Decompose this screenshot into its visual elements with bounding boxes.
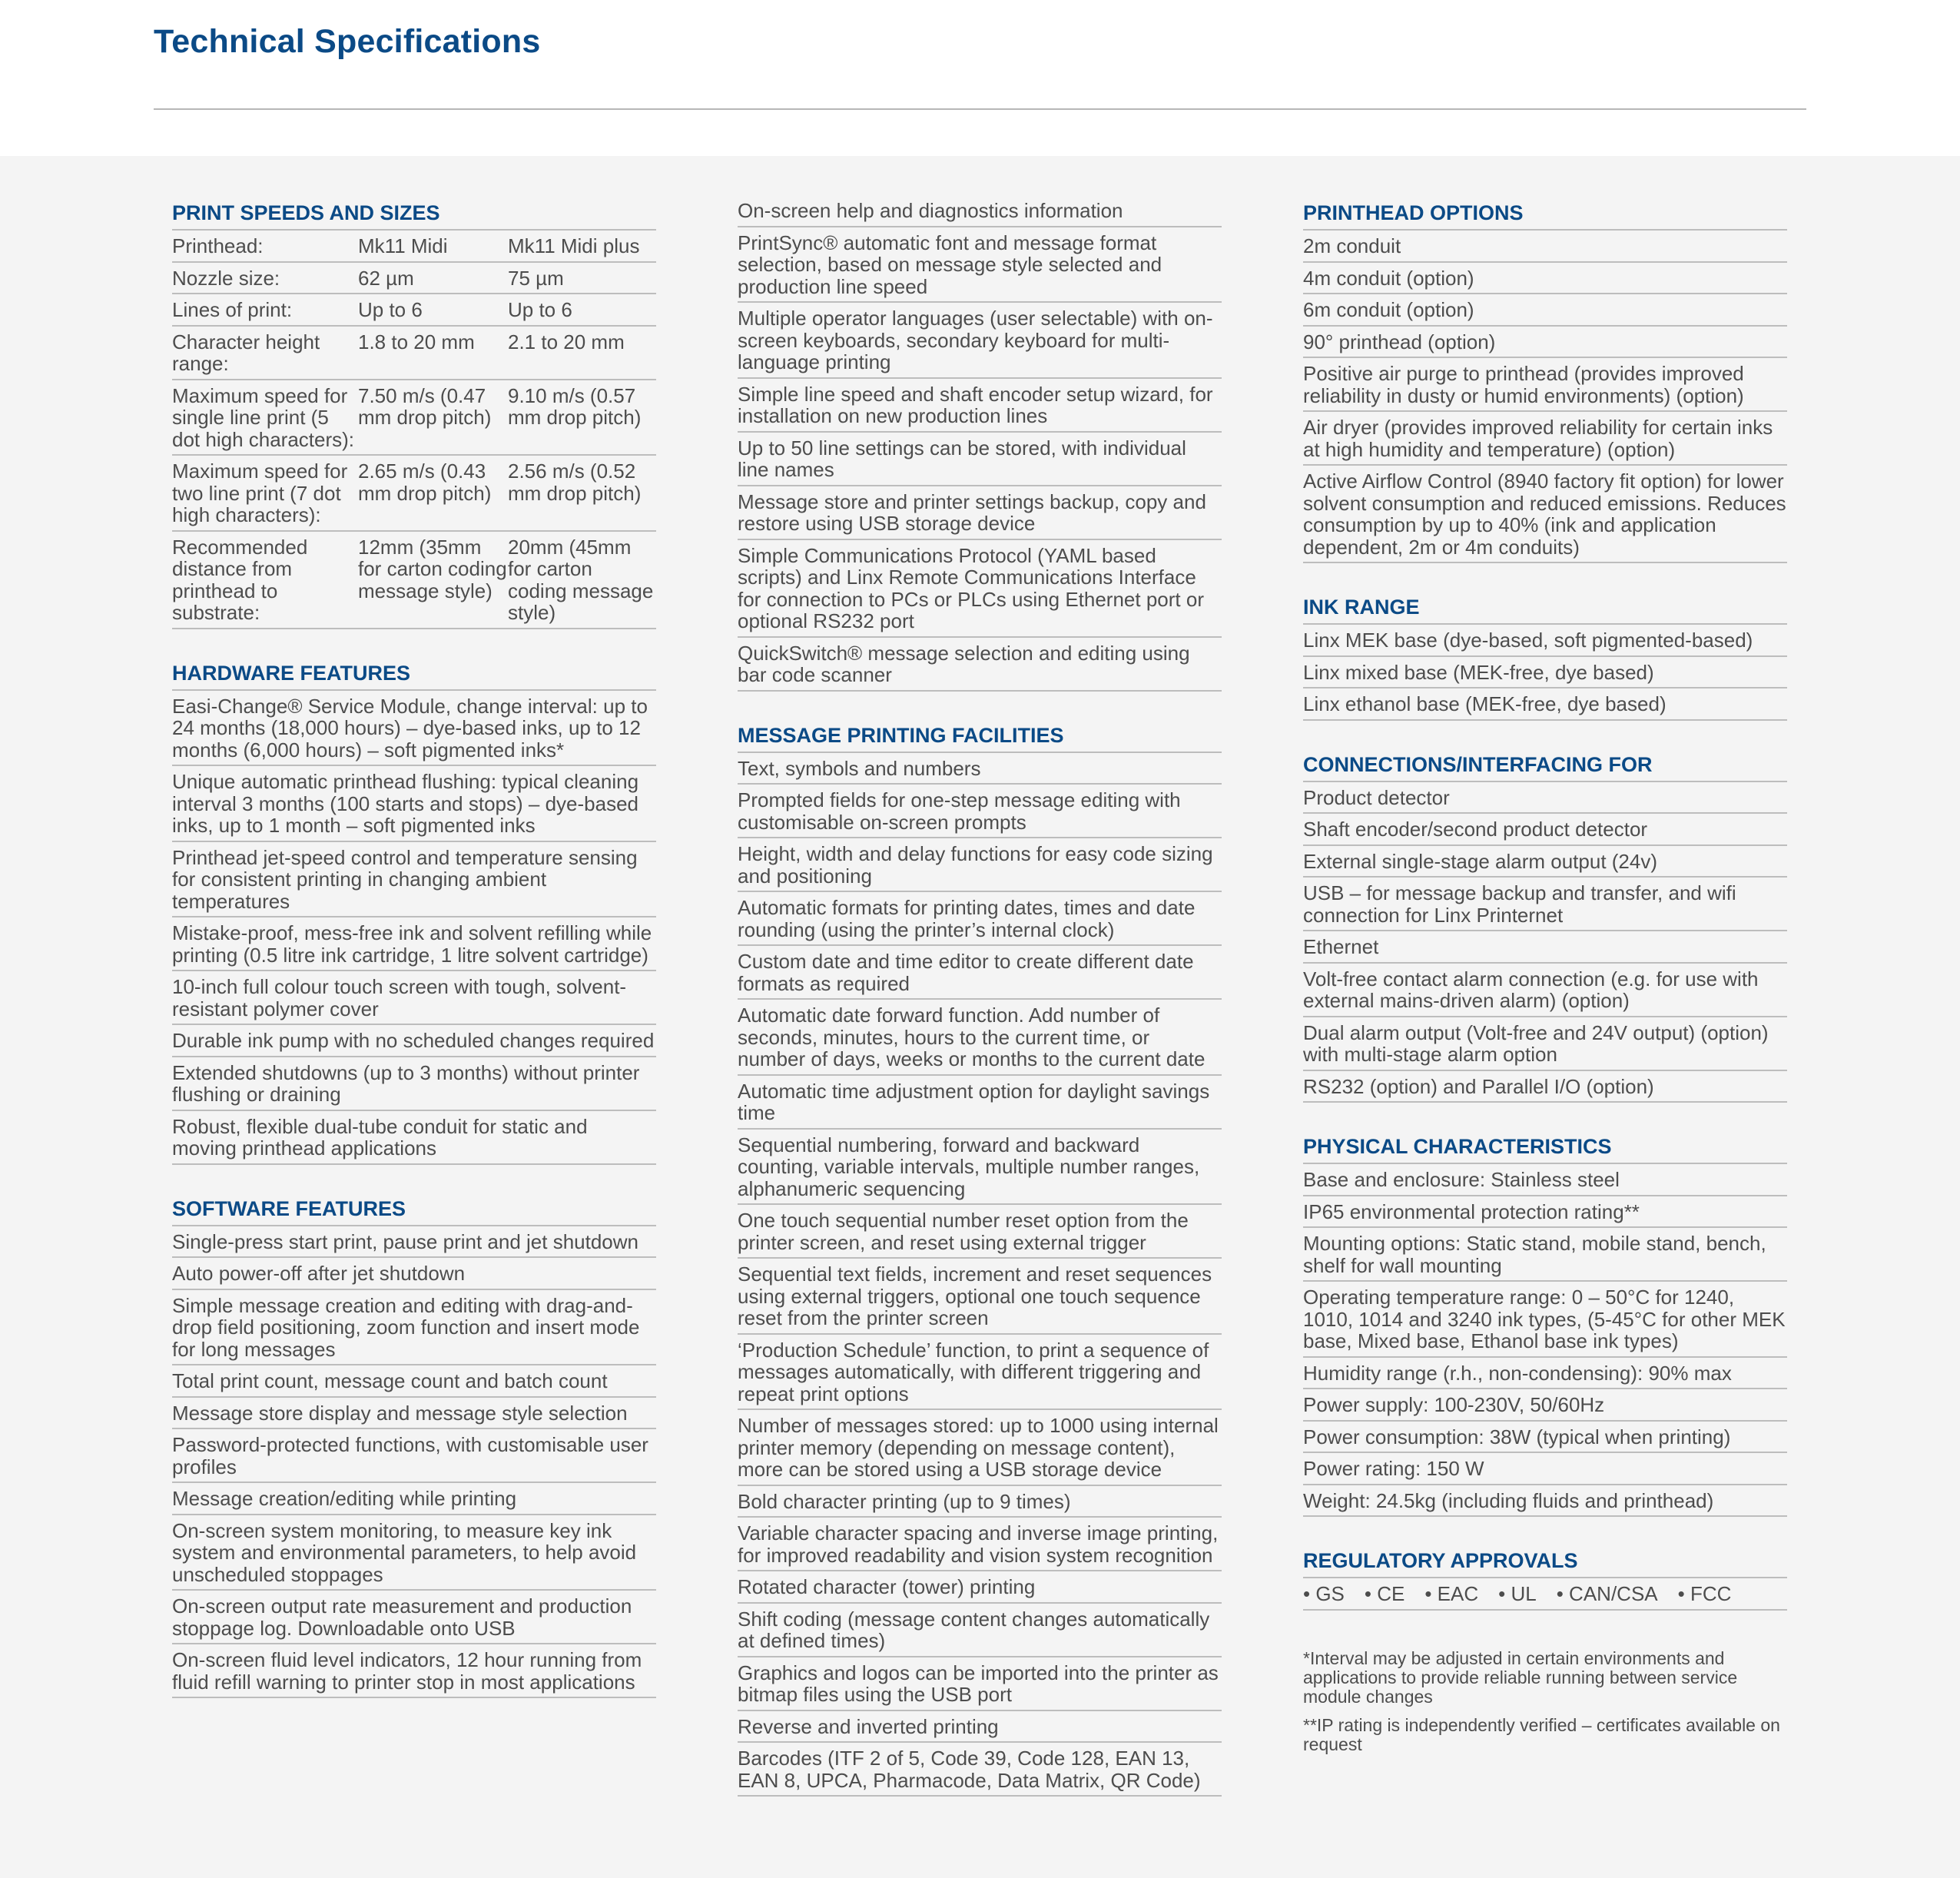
spec-value-mk11-midi: Up to 6 [358,294,508,326]
software-feature-item: Message store display and message style selection [172,1398,656,1430]
approval-badge: • EAC [1424,1582,1479,1605]
spec-table-row [172,294,656,326]
approval-badge: • GS [1303,1582,1345,1605]
print-speeds-table [172,231,656,629]
spec-table-row [172,231,656,262]
message-printing-section [738,718,1222,1797]
printhead-option-item: 90° printhead (option) [1303,327,1787,359]
printhead-options-list [1303,231,1787,563]
message-printing-item: Automatic formats for printing dates, times and date rounding (using the printer’s internal clock) [738,892,1222,946]
spec-value-mk11-midi-plus: 20mm (45mm for carton coding message style) [508,531,656,629]
section-title-ink-range: INK RANGE [1303,589,1787,625]
message-printing-item: Bold character printing (up to 9 times) [738,1486,1222,1518]
connections-list [1303,782,1787,1103]
message-printing-item: Barcodes (ITF 2 of 5, Code 39, Code 128, EAN 13, EAN 8, UPCA, Pharmacode, Data Matrix, QR Code) [738,1743,1222,1797]
hardware-feature-item: 10-inch full colour touch screen with tough, solvent-resistant polymer cover [172,971,656,1025]
section-title-print-speeds: PRINT SPEEDS AND SIZES [172,195,656,231]
regulatory-section [1303,1543,1787,1611]
software-feature-item: On-screen output rate measurement and production stoppage log. Downloadable onto USB [172,1591,656,1644]
spec-value-mk11-midi: 12mm (35mm for carton coding message style) [358,531,508,629]
software-feature-item: Total print count, message count and batch count [172,1365,656,1398]
printhead-option-item: Active Airflow Control (8940 factory fit option) for lower solvent consumption and reduced emissions. Reduces consumption by up to 40% (ink and application dependent, 2m or 4m conduits) [1303,466,1787,563]
connection-item: USB – for message backup and transfer, and wifi connection for Linx Printernet [1303,878,1787,931]
ink-range-item: Linx ethanol base (MEK-free, dye based) [1303,688,1787,721]
software-feature-item: Simple Communications Protocol (YAML based scripts) and Linx Remote Communications Interface for connection to PCs or PLCs using Ethernet port or optional RS232 port [738,540,1222,638]
printhead-option-item: Positive air purge to printhead (provides improved reliability in dusty or humid environments) (option) [1303,358,1787,412]
message-printing-item: Number of messages stored: up to 1000 using internal printer memory (depending on message content), more can be stored using a USB storage device [738,1410,1222,1486]
connection-item: RS232 (option) and Parallel I/O (option) [1303,1071,1787,1103]
hardware-feature-item: Printhead jet-speed control and temperature sensing for consistent printing in changing ambient temperatures [172,842,656,918]
spec-table-row [172,380,656,456]
spec-table-row [172,262,656,294]
message-printing-list [738,753,1222,1797]
spec-value-mk11-midi: 1.8 to 20 mm [358,326,508,380]
physical-characteristic-item: Power supply: 100-230V, 50/60Hz [1303,1389,1787,1422]
message-printing-item: Custom date and time editor to create different date formats as required [738,946,1222,1000]
hardware-feature-item: Extended shutdowns (up to 3 months) without printer flushing or draining [172,1057,656,1111]
spec-table-row [172,455,656,531]
software-feature-item: Multiple operator languages (user selectable) with on-screen keyboards, secondary keyboard for multi-language printing [738,303,1222,379]
hardware-feature-item: Robust, flexible dual-tube conduit for static and moving printhead applications [172,1111,656,1165]
message-printing-item: ‘Production Schedule’ function, to print a sequence of messages automatically, with different triggering and repeat print options [738,1335,1222,1411]
physical-characteristic-item: Power consumption: 38W (typical when printing) [1303,1422,1787,1454]
spec-value-mk11-midi-plus: 9.10 m/s (0.57 mm drop pitch) [508,380,656,456]
physical-characteristic-item: Base and enclosure: Stainless steel [1303,1164,1787,1196]
printhead-options-section [1303,195,1787,563]
approval-badge: • CE [1364,1582,1405,1605]
hardware-feature-item: Mistake-proof, mess-free ink and solvent refilling while printing (0.5 litre ink cartridge, 1 litre solvent cartridge) [172,917,656,971]
spec-label: Maximum speed for two line print (7 dot high characters): [172,455,358,531]
print-speeds-section [172,195,656,629]
message-printing-item: Rotated character (tower) printing [738,1571,1222,1604]
message-printing-item: One touch sequential number reset option from the printer screen, and reset using external trigger [738,1205,1222,1259]
printhead-option-item: 4m conduit (option) [1303,263,1787,295]
software-feature-item: Message store and printer settings backup, copy and restore using USB storage device [738,486,1222,540]
message-printing-item: Graphics and logos can be imported into the printer as bitmap files using the USB port [738,1657,1222,1711]
physical-list [1303,1164,1787,1517]
column-middle [738,195,1222,1797]
printhead-option-item: 2m conduit [1303,231,1787,263]
software-feature-item: Password-protected functions, with customisable user profiles [172,1429,656,1483]
footnote-interval: *Interval may be adjusted in certain environments and applications to provide reliable running between service module changes [1303,1647,1738,1707]
section-title-message-printing: MESSAGE PRINTING FACILITIES [738,718,1222,753]
hardware-feature-item: Durable ink pump with no scheduled changes required [172,1025,656,1057]
spec-value-mk11-midi-plus: Up to 6 [508,294,656,326]
spec-value-mk11-midi-plus: 75 µm [508,262,656,294]
message-printing-item: Variable character spacing and inverse image printing, for improved readability and vision system recognition [738,1518,1222,1571]
software-feature-item: On-screen help and diagnostics information [738,195,1222,227]
software-feature-item: Simple message creation and editing with drag-and-drop field positioning, zoom function and insert mode for long messages [172,1290,656,1366]
section-title-connections: CONNECTIONS/INTERFACING FOR [1303,747,1787,782]
spec-table-row [172,531,656,629]
spec-table-row [172,326,656,380]
physical-section [1303,1129,1787,1517]
connection-item: Volt-free contact alarm connection (e.g. for use with external mains-driven alarm) (option) [1303,964,1787,1017]
spec-label: Lines of print: [172,294,358,326]
message-printing-item: Prompted fields for one-step message editing with customisable on-screen prompts [738,785,1222,838]
message-printing-item: Height, width and delay functions for easy code sizing and positioning [738,838,1222,892]
software-section [172,1191,656,1699]
physical-characteristic-item: Weight: 24.5kg (including fluids and printhead) [1303,1485,1787,1518]
spec-panel [0,156,1960,1878]
spec-label: Maximum speed for single line print (5 dot high characters): [172,380,358,456]
ink-range-item: Linx MEK base (dye-based, soft pigmented-based) [1303,625,1787,657]
message-printing-item: Text, symbols and numbers [738,753,1222,785]
printhead-option-item: 6m conduit (option) [1303,294,1787,327]
approval-badge: • UL [1498,1582,1537,1605]
message-printing-item: Sequential numbering, forward and backward counting, variable intervals, multiple number ranges, alphanumeric sequencing [738,1130,1222,1206]
connection-item: Product detector [1303,782,1787,815]
spec-value-mk11-midi: 62 µm [358,262,508,294]
page-title: Technical Specifications [154,23,541,60]
hardware-feature-item: Unique automatic printhead flushing: typical cleaning interval 3 months (100 starts and stops) – dye-based inks, up to 1 month – soft pigmented inks [172,766,656,842]
software-feature-item: On-screen fluid level indicators, 12 hour running from fluid refill warning to printer stop in most applications [172,1644,656,1698]
message-printing-item: Automatic date forward function. Add number of seconds, minutes, hours to the current time, or number of days, weeks or months to the current date [738,1000,1222,1076]
spec-label: Printhead: [172,231,358,262]
connection-item: Ethernet [1303,931,1787,964]
message-printing-item: Reverse and inverted printing [738,1711,1222,1744]
spec-value-mk11-midi: 7.50 m/s (0.47 mm drop pitch) [358,380,508,456]
spec-label: Recommended distance from printhead to substrate: [172,531,358,629]
spec-label: Character height range: [172,326,358,380]
connection-item: External single-stage alarm output (24v) [1303,846,1787,878]
software-feature-item: Auto power-off after jet shutdown [172,1258,656,1290]
spec-value-mk11-midi-plus: 2.1 to 20 mm [508,326,656,380]
printhead-option-item: Air dryer (provides improved reliability for certain inks at high humidity and temperature) (option) [1303,412,1787,466]
ink-range-list [1303,625,1787,721]
regulatory-approvals-row [1303,1578,1787,1611]
software-continued-section [738,195,1222,692]
section-title-hardware: HARDWARE FEATURES [172,655,656,691]
software-feature-item: QuickSwitch® message selection and editing using bar code scanner [738,638,1222,692]
section-title-printhead-options: PRINTHEAD OPTIONS [1303,195,1787,231]
software-feature-list-continued [738,195,1222,692]
column-left [172,195,656,1698]
column-right [1303,195,1787,1764]
physical-characteristic-item: IP65 environmental protection rating** [1303,1196,1787,1229]
software-feature-item: Up to 50 line settings can be stored, with individual line names [738,433,1222,486]
physical-characteristic-item: Humidity range (r.h., non-condensing): 90% max [1303,1358,1787,1390]
spec-value-mk11-midi: 2.65 m/s (0.43 mm drop pitch) [358,455,508,531]
section-title-physical: PHYSICAL CHARACTERISTICS [1303,1129,1787,1164]
software-feature-list [172,1226,656,1699]
software-feature-item: On-screen system monitoring, to measure key ink system and environmental parameters, to help avoid unscheduled stoppages [172,1515,656,1591]
approval-badge: • FCC [1677,1582,1732,1605]
physical-characteristic-item: Mounting options: Static stand, mobile stand, bench, shelf for wall mounting [1303,1228,1787,1282]
spec-value-mk11-midi: Mk11 Midi [358,231,508,262]
approval-badge: • CAN/CSA [1556,1582,1658,1605]
software-feature-item: Message creation/editing while printing [172,1483,656,1515]
message-printing-item: Automatic time adjustment option for daylight savings time [738,1076,1222,1130]
physical-characteristic-item: Operating temperature range: 0 – 50°C for 1240, 1010, 1014 and 3240 ink types, (5-45°C for other MEK base, Mixed base, Ethanol base ink types) [1303,1282,1787,1358]
hardware-feature-list [172,691,656,1165]
connection-item: Dual alarm output (Volt-free and 24V output) (option) with multi-stage alarm option [1303,1017,1787,1071]
software-feature-item: Simple line speed and shaft encoder setup wizard, for installation on new production lines [738,379,1222,433]
spec-value-mk11-midi-plus: Mk11 Midi plus [508,231,656,262]
ink-range-item: Linx mixed base (MEK-free, dye based) [1303,657,1787,689]
hardware-section [172,655,656,1165]
message-printing-item: Shift coding (message content changes automatically at defined times) [738,1604,1222,1657]
section-title-software: SOFTWARE FEATURES [172,1191,656,1226]
software-feature-item: PrintSync® automatic font and message format selection, based on message style selected and production line speed [738,227,1222,304]
hardware-feature-item: Easi-Change® Service Module, change interval: up to 24 months (18,000 hours) – dye-based inks, up to 12 months (6,000 hours) – soft pigmented inks* [172,691,656,767]
section-title-regulatory: REGULATORY APPROVALS [1303,1543,1787,1578]
connection-item: Shaft encoder/second product detector [1303,814,1787,846]
message-printing-item: Sequential text fields, increment and reset sequences using external triggers, optional one touch sequence reset from the printer screen [738,1259,1222,1335]
spec-label: Nozzle size: [172,262,358,294]
footnotes [1303,1649,1787,1754]
ink-range-section [1303,589,1787,721]
spec-value-mk11-midi-plus: 2.56 m/s (0.52 mm drop pitch) [508,455,656,531]
physical-characteristic-item: Power rating: 150 W [1303,1453,1787,1485]
connections-section [1303,747,1787,1103]
software-feature-item: Single-press start print, pause print and jet shutdown [172,1226,656,1259]
title-divider [154,108,1806,110]
footnote-ip-rating: **IP rating is independently verified – certificates available on request [1303,1714,1780,1754]
